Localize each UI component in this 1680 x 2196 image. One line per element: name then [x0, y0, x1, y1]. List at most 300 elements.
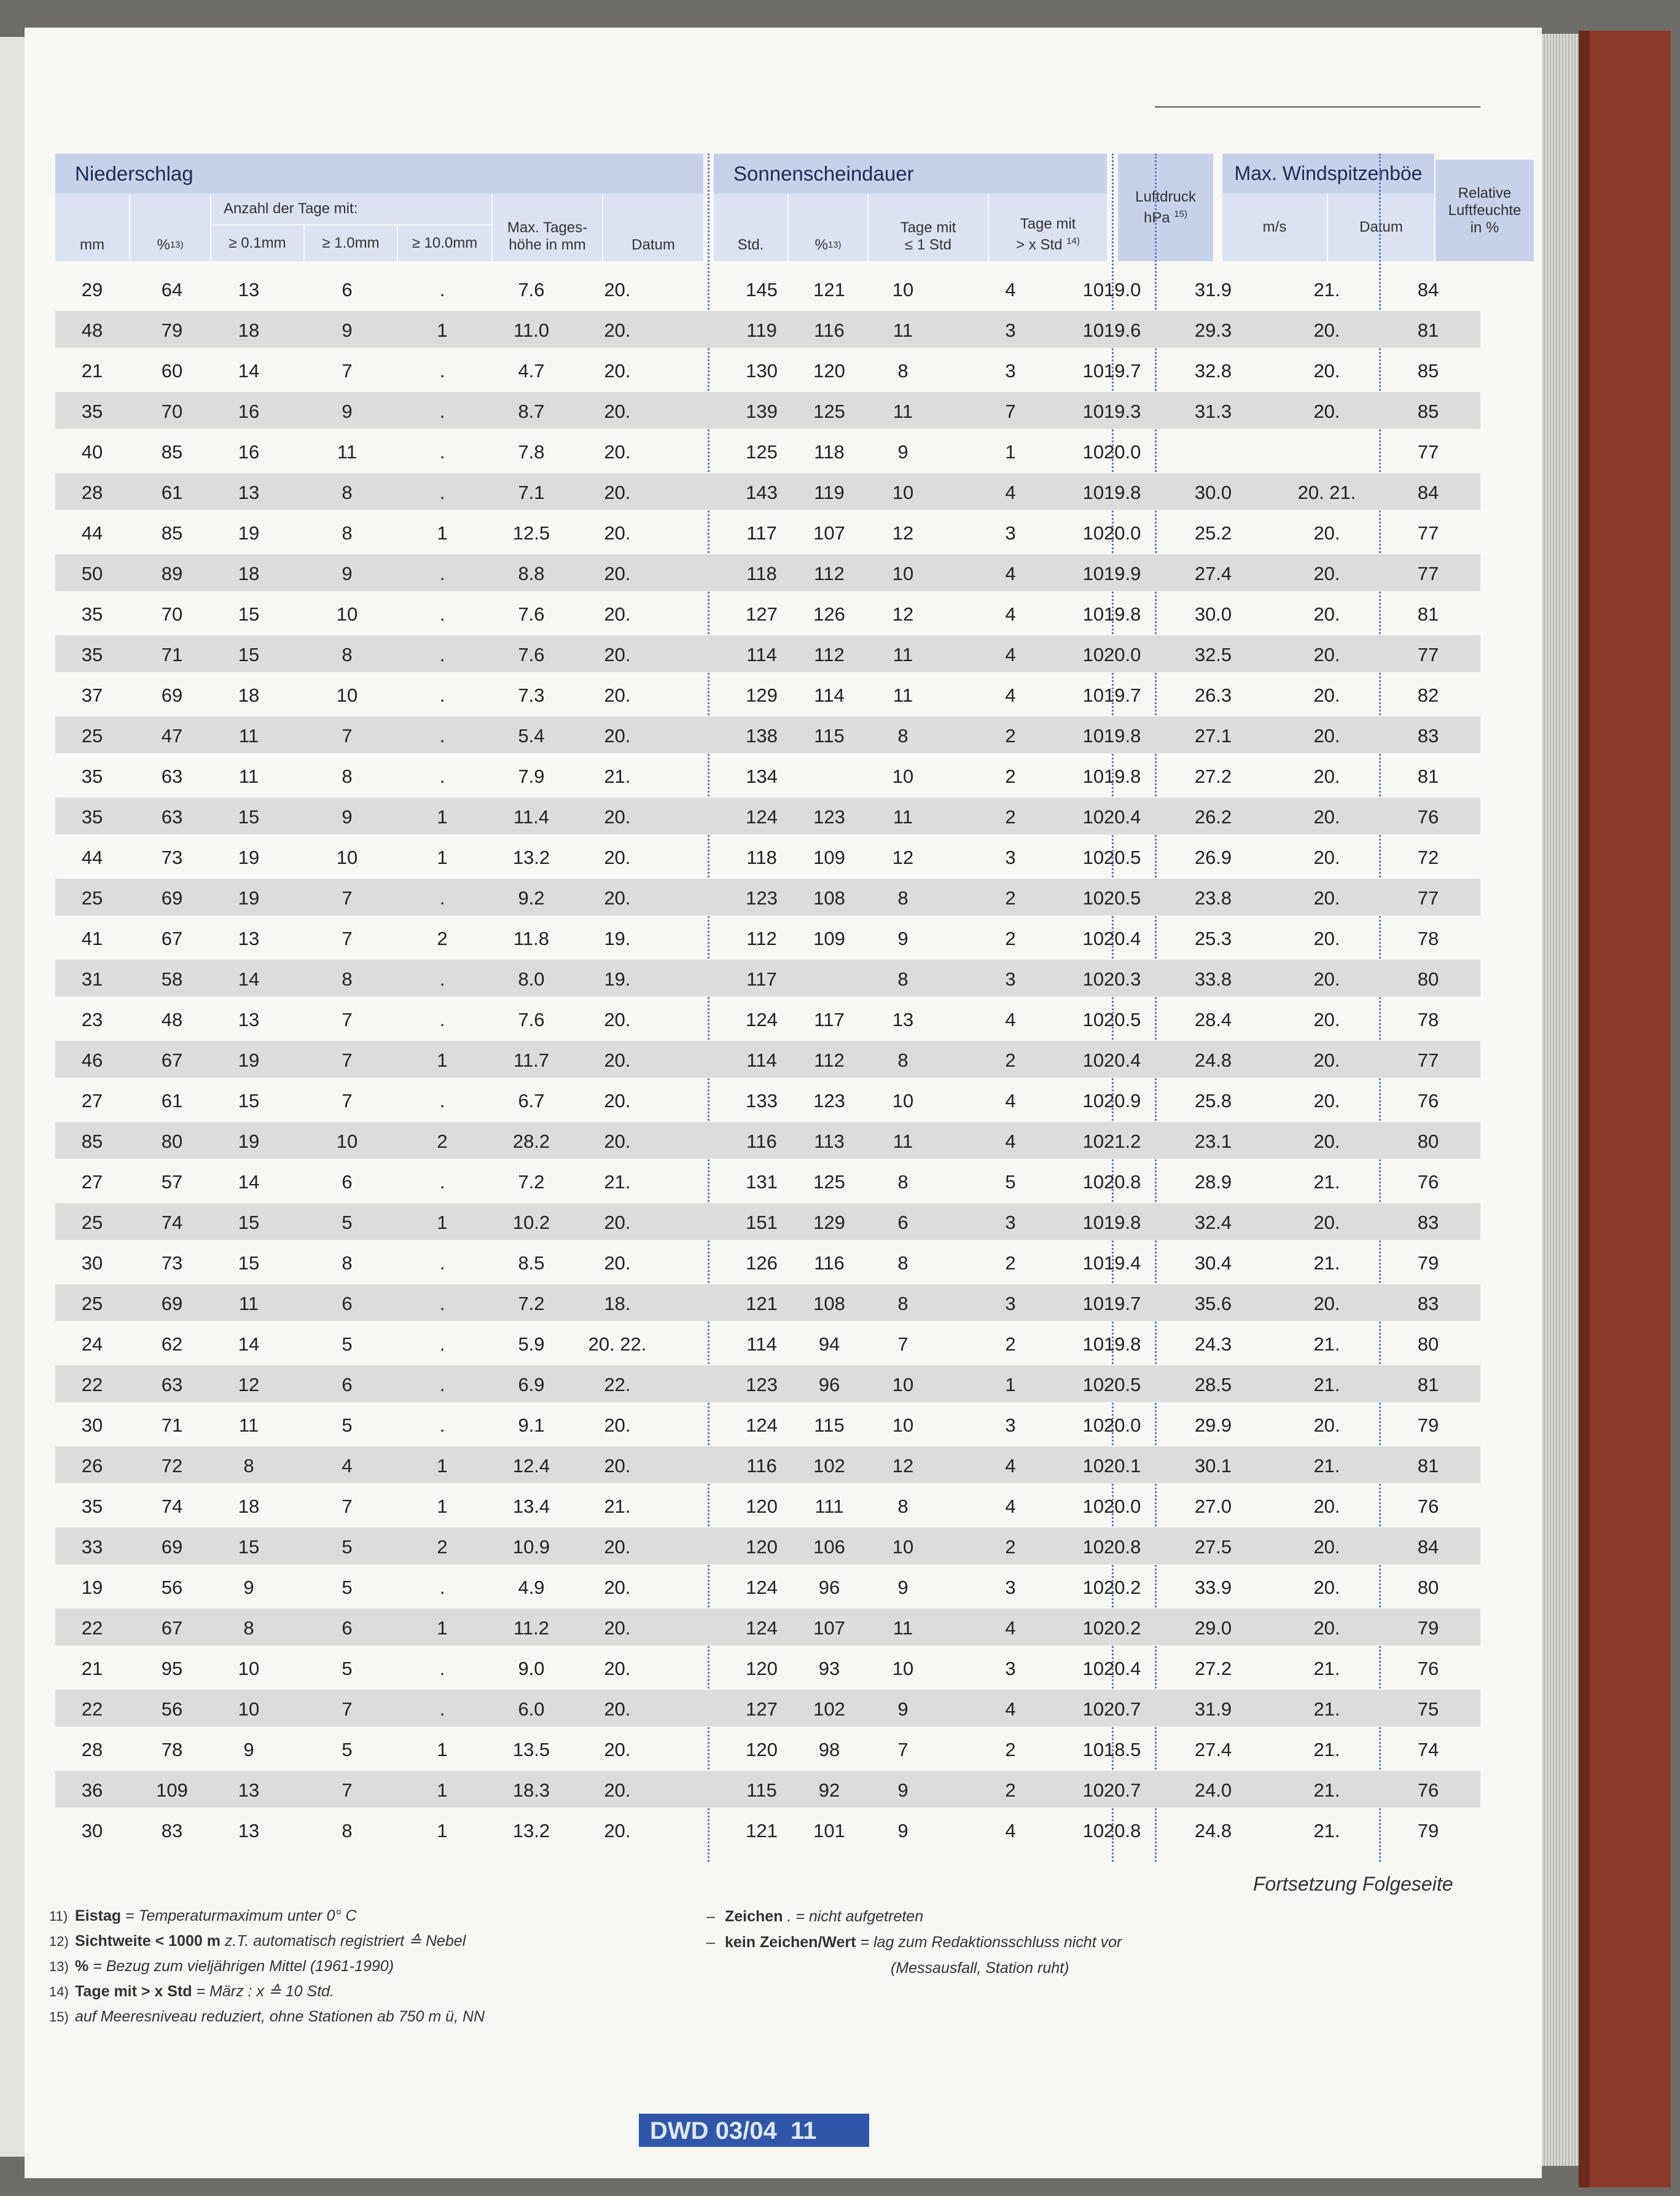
- cell-std: 134: [746, 766, 778, 787]
- cell-mm: 35: [81, 401, 103, 422]
- cell-tage-100: 1: [437, 1820, 448, 1841]
- cell-luftdruck: 1019.0: [1082, 279, 1141, 300]
- cell-mm: 29: [81, 279, 103, 300]
- cell-std: 138: [746, 725, 778, 747]
- legend-term: kein Zeichen/Wert: [725, 1934, 861, 1951]
- cell-tage-le: 7: [897, 1333, 908, 1355]
- cell-max-tages: 11.8: [513, 928, 550, 949]
- header-max-tages: [493, 194, 602, 261]
- cell-luftdruck: 1020.4: [1082, 806, 1141, 828]
- cell-wind-ms: 24.8: [1194, 1820, 1232, 1841]
- cell-mm: 28: [81, 482, 103, 503]
- cell-sonne-pct: 123: [813, 806, 845, 828]
- cell-tage-10: 8: [342, 1252, 353, 1274]
- cell-datum: 20.: [604, 806, 631, 828]
- cell-max-tages: 7.9: [518, 766, 545, 787]
- cell-wind-ms: 26.3: [1194, 684, 1232, 706]
- cell-pct: 69: [161, 887, 183, 909]
- cell-pct: 63: [161, 806, 183, 828]
- cell-tage-le: 9: [897, 1820, 908, 1841]
- cell-pct: 70: [161, 603, 183, 625]
- cell-rel-feuchte: 83: [1417, 1293, 1439, 1314]
- cell-sonne-pct: 115: [814, 725, 845, 747]
- cell-sonne-pct: 121: [813, 279, 845, 300]
- cell-mm: 85: [81, 1131, 103, 1152]
- header-luftdruck-sup: 15): [1174, 208, 1188, 219]
- header-ge10: ≥ 1.0mm: [305, 225, 397, 261]
- cell-tage-le: 10: [892, 279, 914, 300]
- cell-tage-gt: 3: [1005, 1577, 1016, 1598]
- cell-sonne-pct: 111: [815, 1496, 844, 1517]
- cell-tage-gt: 2: [1005, 806, 1016, 828]
- table-row: [55, 1609, 1480, 1645]
- cell-tage-01: 18: [238, 563, 260, 584]
- cell-wind-datum: [1284, 433, 1370, 469]
- header-ge100: ≥ 10.0mm: [398, 225, 491, 261]
- cell-std: 129: [746, 684, 778, 706]
- weather-table: [55, 154, 1522, 1841]
- cell-wind-ms: 31.9: [1194, 1698, 1232, 1720]
- table-row: [55, 392, 1480, 429]
- cell-tage-10: 6: [342, 1293, 353, 1314]
- cell-std: 118: [746, 847, 777, 868]
- cell-pct: 70: [161, 401, 183, 422]
- cell-rel-feuchte: 81: [1417, 766, 1439, 787]
- cell-pct: 57: [161, 1171, 183, 1193]
- cell-tage-gt: 3: [1005, 522, 1016, 544]
- cell-sonne-pct: 112: [814, 1049, 845, 1071]
- footnote-text: auf Meeresniveau reduziert, ohne Stationen ab 750 m ü, NN: [75, 2008, 485, 2025]
- cell-datum: 20.: [604, 441, 631, 463]
- cell-max-tages: 7.6: [518, 279, 545, 300]
- table-row: [55, 1203, 1480, 1240]
- cell-tage-gt: 4: [1005, 1131, 1016, 1152]
- cell-mm: 35: [81, 644, 103, 665]
- cell-rel-feuchte: 78: [1417, 928, 1439, 949]
- cell-sonne-pct: 96: [818, 1577, 840, 1598]
- cell-std: 145: [746, 279, 778, 300]
- cell-pct: 73: [161, 1252, 183, 1274]
- cell-tage-01: 13: [238, 482, 260, 503]
- cell-rel-feuchte: 83: [1417, 725, 1439, 747]
- cell-datum: 20.: [604, 1212, 631, 1233]
- cell-luftdruck: 1021.2: [1082, 1131, 1141, 1152]
- cell-max-tages: 8.5: [518, 1252, 545, 1274]
- cell-pct: 56: [161, 1577, 183, 1598]
- cell-tage-le: 9: [897, 928, 908, 949]
- cell-pct: 48: [161, 1009, 183, 1030]
- cell-tage-10: 7: [342, 725, 353, 747]
- cell-tage-10: 6: [342, 1171, 353, 1193]
- header-wind-datum: Datum: [1328, 194, 1434, 261]
- footnotes-right: [706, 1904, 1122, 1981]
- table-row: [55, 1649, 1480, 1686]
- cell-wind-datum: 20.: [1313, 1293, 1340, 1314]
- cell-tage-gt: 2: [1005, 887, 1016, 909]
- table-row: [55, 1406, 1480, 1443]
- header-rel-feuchte: [1436, 160, 1534, 261]
- cell-tage-gt: 5: [1005, 1171, 1016, 1193]
- cell-tage-le: 10: [892, 482, 914, 503]
- table-row: [55, 1041, 1480, 1078]
- cell-mm: 40: [81, 441, 103, 463]
- cell-max-tages: 8.0: [518, 968, 545, 990]
- table-row: [55, 554, 1480, 591]
- header-pct-sup: 13): [170, 240, 184, 250]
- cell-tage-gt: 4: [1005, 1009, 1016, 1030]
- legend-text: = lag zum Redaktionsschluss nicht vor: [860, 1934, 1122, 1951]
- legend-note: [706, 1929, 1122, 1955]
- cell-max-tages: 12.5: [512, 522, 550, 544]
- cell-rel-feuchte: 80: [1417, 1333, 1439, 1355]
- cell-max-tages: 13.5: [512, 1739, 550, 1760]
- cell-tage-gt: 4: [1005, 279, 1016, 300]
- cell-tage-10: 8: [342, 968, 353, 990]
- header-rel-line3: in %: [1470, 219, 1499, 236]
- cell-wind-datum: 20.: [1313, 847, 1340, 868]
- table-row: [55, 473, 1480, 510]
- cell-tage-le: 9: [897, 1698, 908, 1720]
- cell-pct: 80: [161, 1131, 183, 1152]
- cell-wind-ms: 30.4: [1194, 1252, 1232, 1274]
- cell-wind-ms: 28.4: [1194, 1009, 1232, 1030]
- cell-pct: 89: [161, 563, 183, 584]
- cell-wind-ms: 35.6: [1194, 1293, 1232, 1314]
- cell-rel-feuchte: 76: [1417, 1779, 1439, 1801]
- cell-rel-feuchte: 77: [1417, 644, 1439, 665]
- cell-wind-datum: 20.: [1313, 1009, 1340, 1030]
- cell-tage-gt: 4: [1005, 563, 1016, 584]
- cell-wind-datum: 20.: [1313, 887, 1340, 909]
- cell-wind-ms: 26.9: [1194, 847, 1232, 868]
- cell-tage-gt: 1: [1005, 1374, 1016, 1395]
- cell-tage-gt: 4: [1005, 1090, 1016, 1112]
- cell-datum: 20.: [604, 401, 631, 422]
- cell-wind-ms: 27.2: [1194, 766, 1232, 787]
- cell-tage-100: .: [439, 1333, 445, 1355]
- table-row: [55, 1527, 1480, 1564]
- cell-tage-100: .: [439, 401, 445, 422]
- cell-tage-10: 5: [342, 1536, 353, 1558]
- cell-tage-100: 2: [437, 1131, 448, 1152]
- cell-tage-gt: 3: [1005, 968, 1016, 990]
- cell-luftdruck: 1020.8: [1082, 1536, 1141, 1558]
- cell-rel-feuchte: 80: [1417, 968, 1439, 990]
- header-sonne-pct-text: %: [815, 237, 828, 253]
- cell-mm: 21: [81, 360, 103, 382]
- cell-sonne-pct: 93: [818, 1658, 840, 1679]
- cell-max-tages: 11.0: [513, 320, 550, 341]
- cell-tage-100: .: [439, 563, 445, 584]
- cell-std: 121: [746, 1293, 778, 1314]
- cell-pct: 67: [161, 1617, 183, 1639]
- table-row: [55, 311, 1480, 348]
- cell-datum: 20.: [604, 279, 631, 300]
- header-tage-gt: [989, 194, 1107, 261]
- cell-wind-datum: 21.: [1313, 1820, 1340, 1841]
- cell-rel-feuchte: 74: [1417, 1739, 1439, 1760]
- header-luftdruck-unit: hPa: [1143, 209, 1170, 226]
- cell-max-tages: 7.3: [518, 684, 545, 706]
- cell-max-tages: 10.9: [512, 1536, 550, 1558]
- cell-tage-gt: 2: [1005, 1536, 1016, 1558]
- cell-tage-10: 8: [342, 522, 353, 544]
- cell-wind-datum: 20.: [1313, 1414, 1340, 1436]
- cell-rel-feuchte: 84: [1417, 1536, 1439, 1558]
- cell-pct: 69: [161, 1536, 183, 1558]
- cell-datum: 20.: [604, 1049, 631, 1071]
- cell-luftdruck: 1019.8: [1082, 603, 1141, 625]
- cell-tage-100: 1: [437, 806, 448, 828]
- cell-max-tages: 9.1: [518, 1414, 545, 1436]
- header-tage-le-line1: Tage mit: [900, 219, 956, 236]
- cell-tage-10: 9: [342, 563, 353, 584]
- cell-rel-feuchte: 76: [1417, 1496, 1439, 1517]
- cell-pct: 73: [161, 847, 183, 868]
- cell-mm: 44: [81, 847, 103, 868]
- header-luftdruck-line1: Luftdruck: [1135, 188, 1196, 205]
- cell-tage-01: 10: [238, 1698, 260, 1720]
- cell-tage-01: 9: [243, 1577, 254, 1598]
- cell-pct: 69: [161, 684, 183, 706]
- cell-wind-datum: 20.: [1313, 968, 1340, 990]
- cell-mm: 27: [81, 1090, 103, 1112]
- cell-wind-ms: 33.8: [1194, 968, 1232, 990]
- cell-mm: 30: [81, 1252, 103, 1274]
- cell-wind-datum: 20.: [1313, 360, 1340, 382]
- cell-tage-le: 8: [897, 968, 908, 990]
- table-row: [55, 1325, 1480, 1362]
- cell-tage-10: 8: [342, 766, 353, 787]
- cell-wind-ms: 25.8: [1194, 1090, 1232, 1112]
- cell-datum: 20.: [604, 1009, 631, 1030]
- cell-sonne-pct: 109: [813, 928, 845, 949]
- cell-tage-100: .: [439, 482, 445, 503]
- cell-tage-100: 2: [437, 1536, 448, 1558]
- footnote-text: = März : x ≙ 10 Std.: [196, 1983, 334, 2000]
- cell-luftdruck: 1019.7: [1082, 1293, 1141, 1314]
- cell-pct: 64: [161, 279, 183, 300]
- cell-tage-01: 16: [238, 401, 260, 422]
- cell-tage-100: 1: [437, 1739, 448, 1760]
- table-row: [55, 879, 1480, 916]
- cell-max-tages: 6.9: [518, 1374, 545, 1395]
- cell-tage-gt: 1: [1005, 441, 1016, 463]
- cell-std: 114: [746, 1049, 777, 1071]
- cell-tage-01: 14: [238, 1333, 260, 1355]
- footnote-number: 13): [49, 1959, 69, 1974]
- cell-mm: 50: [81, 563, 103, 584]
- footnote-number: 11): [49, 1908, 68, 1924]
- cell-luftdruck: 1020.0: [1082, 1496, 1141, 1517]
- cell-wind-datum: 20.: [1313, 725, 1340, 747]
- cell-rel-feuchte: 81: [1417, 1455, 1439, 1476]
- cell-mm: 25: [81, 1293, 103, 1314]
- cell-std: 120: [746, 1658, 778, 1679]
- cell-datum: 20.: [604, 1577, 631, 1598]
- cell-max-tages: 11.7: [513, 1049, 550, 1071]
- cell-mm: 30: [81, 1820, 103, 1841]
- header-niederschlag: Niederschlag: [55, 154, 703, 194]
- legend-term: Zeichen: [725, 1908, 787, 1925]
- cell-luftdruck: 1020.8: [1082, 1820, 1141, 1841]
- cell-datum: 18.: [604, 1293, 631, 1314]
- header-tage-le: [869, 194, 988, 261]
- cell-wind-ms: 30.0: [1194, 603, 1232, 625]
- cell-sonne-pct: 108: [813, 887, 845, 909]
- cell-tage-100: .: [439, 684, 445, 706]
- cell-mm: 22: [81, 1374, 103, 1395]
- cell-mm: 35: [81, 603, 103, 625]
- footnote-term: Tage mit > x Std: [75, 1983, 197, 2000]
- cell-tage-le: 7: [897, 1739, 908, 1760]
- cell-luftdruck: 1020.0: [1082, 522, 1141, 544]
- cell-sonne-pct: 112: [814, 563, 845, 584]
- cell-wind-ms: 30.0: [1194, 482, 1232, 503]
- cell-datum: 20.: [604, 1536, 631, 1558]
- cell-rel-feuchte: 83: [1417, 1212, 1439, 1233]
- cell-tage-100: .: [439, 1090, 445, 1112]
- cell-tage-le: 9: [897, 1577, 908, 1598]
- cell-mm: 36: [81, 1779, 103, 1801]
- table-row: [55, 1730, 1480, 1767]
- cell-tage-10: 7: [342, 1779, 353, 1801]
- cell-tage-gt: 4: [1005, 1455, 1016, 1476]
- cell-mm: 35: [81, 806, 103, 828]
- cell-datum: 20.: [604, 1252, 631, 1274]
- cell-luftdruck: 1018.5: [1082, 1739, 1141, 1760]
- cell-pct: 72: [161, 1455, 183, 1476]
- cell-tage-le: 10: [892, 1536, 914, 1558]
- cell-tage-le: 11: [893, 806, 913, 828]
- cell-sonne-pct: 116: [814, 320, 845, 341]
- cell-mm: 44: [81, 522, 103, 544]
- cell-tage-01: 12: [238, 1374, 260, 1395]
- cell-luftdruck: 1019.8: [1082, 725, 1141, 747]
- header-max-tages-line1: Max. Tages-: [507, 219, 588, 236]
- table-row: [55, 514, 1480, 551]
- cell-tage-10: 5: [342, 1739, 353, 1760]
- legend-text: . = nicht aufgetreten: [787, 1908, 924, 1925]
- book-cover: [1579, 31, 1671, 2187]
- cell-tage-le: 8: [897, 1496, 908, 1517]
- cell-tage-le: 12: [892, 847, 914, 868]
- cell-datum: 20.: [604, 847, 631, 868]
- cell-luftdruck: 1019.4: [1082, 1252, 1141, 1274]
- cell-tage-01: 11: [238, 1293, 259, 1314]
- cell-sonne-pct: 101: [813, 1820, 845, 1841]
- cell-luftdruck: 1020.5: [1082, 1374, 1141, 1395]
- cell-max-tages: 11.2: [513, 1617, 550, 1639]
- cell-tage-gt: 3: [1005, 1414, 1016, 1436]
- cell-datum: 20.: [604, 1820, 631, 1841]
- table-row: [55, 919, 1480, 956]
- cell-tage-01: 14: [238, 1171, 260, 1193]
- cell-tage-gt: 3: [1005, 1658, 1016, 1679]
- cell-tage-10: 10: [336, 847, 358, 868]
- cell-pct: 56: [161, 1698, 183, 1720]
- cell-datum: 22.: [604, 1374, 631, 1395]
- cell-std: 117: [746, 968, 777, 990]
- cell-tage-01: 16: [238, 441, 260, 463]
- cell-mm: 24: [81, 1333, 103, 1355]
- cell-rel-feuchte: 79: [1417, 1617, 1439, 1639]
- cell-pct: 67: [161, 1049, 183, 1071]
- cell-tage-01: 19: [238, 887, 260, 909]
- cell-tage-le: 10: [892, 563, 914, 584]
- cell-wind-ms: 25.3: [1194, 928, 1232, 949]
- cell-wind-ms: 24.3: [1194, 1333, 1232, 1355]
- footnote-term: Sichtweite < 1000 m: [75, 1932, 225, 1950]
- cell-pct: 79: [161, 320, 183, 341]
- cell-max-tages: 13.4: [512, 1496, 550, 1517]
- cell-tage-10: 6: [342, 279, 353, 300]
- cell-std: 126: [746, 1252, 778, 1274]
- cell-wind-datum: 20.: [1313, 401, 1340, 422]
- cell-tage-10: 8: [342, 644, 353, 665]
- table-header: [55, 154, 1522, 261]
- cell-tage-le: 11: [893, 644, 913, 665]
- footnote: [49, 2004, 485, 2029]
- cell-tage-gt: 3: [1005, 320, 1016, 341]
- header-rel-line2: Luftfeuchte: [1448, 202, 1522, 219]
- cell-wind-datum: 20.: [1313, 1617, 1340, 1639]
- cell-sonne-pct: 126: [813, 603, 845, 625]
- table-row: [55, 1365, 1480, 1402]
- footnote-number: 12): [49, 1934, 69, 1949]
- cell-tage-le: 8: [897, 1293, 908, 1314]
- cell-sonne-pct: 102: [813, 1455, 845, 1476]
- cell-mm: 41: [81, 928, 103, 949]
- cell-tage-le: 6: [897, 1212, 908, 1233]
- cell-wind-ms: 27.1: [1194, 725, 1232, 747]
- cell-std: 124: [746, 1414, 778, 1436]
- cell-datum: 20.: [604, 1779, 631, 1801]
- cell-tage-le: 11: [893, 320, 913, 341]
- cell-tage-01: 19: [238, 847, 260, 868]
- cell-luftdruck: 1020.5: [1082, 1009, 1141, 1030]
- cell-std: 123: [746, 887, 778, 909]
- cell-tage-le: 10: [892, 1090, 914, 1112]
- cell-pct: 61: [161, 482, 183, 503]
- cell-pct: 85: [161, 522, 183, 544]
- cell-tage-le: 11: [893, 1617, 913, 1639]
- cell-datum: 20.: [604, 563, 631, 584]
- cell-max-tages: 5.9: [518, 1333, 545, 1355]
- cell-luftdruck: 1020.4: [1082, 1049, 1141, 1071]
- cell-luftdruck: 1020.2: [1082, 1577, 1141, 1598]
- header-sonne: Sonnenscheindauer: [714, 154, 1107, 194]
- footnote: [49, 1904, 485, 1929]
- cell-rel-feuchte: 77: [1417, 1049, 1439, 1071]
- cell-tage-10: 7: [342, 928, 353, 949]
- cell-pct: 63: [161, 766, 183, 787]
- cell-rel-feuchte: 81: [1417, 1374, 1439, 1395]
- table-row: [55, 1122, 1480, 1159]
- cell-max-tages: 12.4: [512, 1455, 550, 1476]
- table-row: [55, 1811, 1480, 1848]
- cell-luftdruck: 1020.9: [1082, 1090, 1141, 1112]
- cell-max-tages: 11.4: [513, 806, 550, 828]
- cell-rel-feuchte: 85: [1417, 401, 1439, 422]
- cell-std: 116: [746, 1131, 777, 1152]
- cell-tage-01: 13: [238, 1779, 260, 1801]
- cell-tage-100: .: [439, 1698, 445, 1720]
- cell-tage-gt: 7: [1005, 401, 1016, 422]
- cell-pct: 78: [161, 1739, 183, 1760]
- cell-wind-datum: 21.: [1313, 1698, 1340, 1720]
- cell-std: 139: [746, 401, 778, 422]
